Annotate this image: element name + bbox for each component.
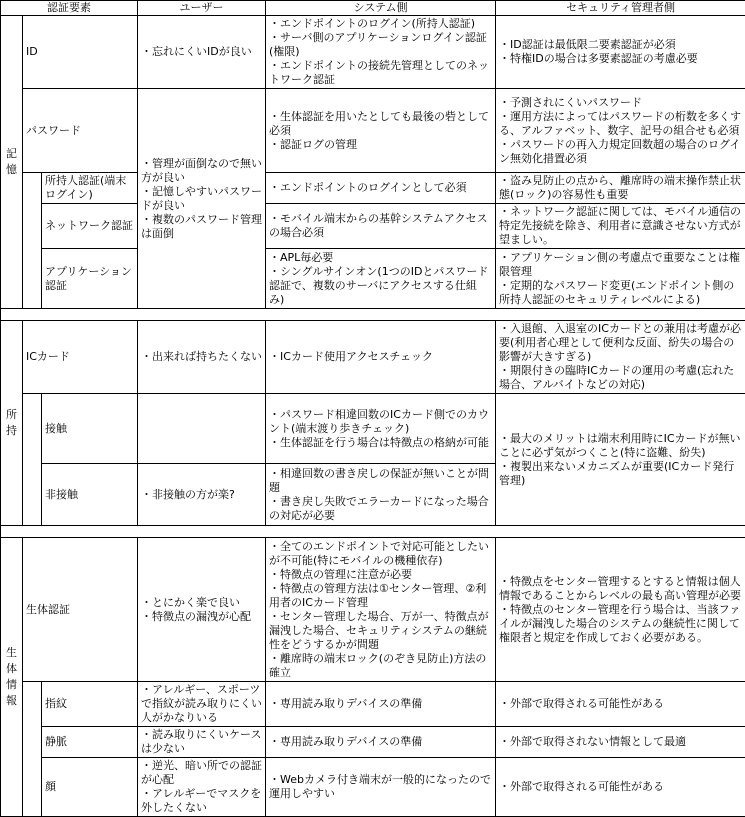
- row-iccard: [1, 321, 745, 394]
- element-fingerprint: 指紋: [42, 682, 138, 727]
- biometric-system: ・全てのエンドポイントで対応可能としたいが不可能(特にモバイルの機種依存) ・特徴点の管理に注意が必要 ・特徴点の管理方法は①センター管理、②利用者のICカード管理 ・センター管理した場合、万が一、特徴点が漏洩した場合、セキュリティシステムの継続性をどうするかが問題 ・離席時の端末ロック(のぞき見防止)方法の確立: [266, 538, 496, 682]
- iccard-user: ・出来れば持ちたくない: [138, 321, 266, 394]
- application-system: ・APL毎必要 ・シングルサインオン(1つのIDとパスワード認証で、複数のサーバにアクセスする仕組み): [266, 249, 496, 309]
- element-application-auth: アプリケーション認証: [42, 249, 138, 309]
- vein-system: ・専用読み取りデバイスの準備: [266, 727, 496, 758]
- owner-system: ・エンドポイントのログインとして必須: [266, 173, 496, 204]
- biometric-indent: [23, 682, 42, 817]
- category-biometric-label: 生体情報: [6, 646, 17, 707]
- element-owner-auth: 所持人認証(端末ログイン): [42, 173, 138, 204]
- element-id: ID: [23, 16, 138, 89]
- biometric-user: ・とにかく楽で良い ・特徴点の漏洩が心配: [138, 538, 266, 682]
- id-user: ・忘れにくいIDが良い: [138, 16, 266, 89]
- header-system: システム側: [266, 1, 496, 16]
- id-system: ・エンドポイントのログイン(所持人認証) ・サーバ側のアプリケーションログイン認証(権限) ・エンドポイントの接続先管理としてのネットワーク認証: [266, 16, 496, 89]
- contactless-system: ・相違回数の書き戻しの保証が無いことが問題 ・書き戻し失敗でエラーカードになった場合の対応が必要: [266, 464, 496, 526]
- row-owner-auth: [1, 173, 745, 204]
- category-biometric: [1, 538, 23, 817]
- section-gap-1: [1, 309, 745, 321]
- possession-indent: [23, 394, 42, 526]
- category-memory: [1, 16, 23, 309]
- contact-security: ・最大のメリットは端末利用時にICカードが無いことに必ず気がつくこと(特に盗難、紛失) ・複製出来ないメカニズムが重要(ICカード発行管理): [496, 394, 745, 526]
- category-possession-label: 所持: [6, 408, 17, 437]
- vein-security: ・外部で取得されない情報として最適: [496, 727, 745, 758]
- header-row: [1, 1, 745, 16]
- face-system: ・Webカメラ付き端末が一般的になったので運用しやすい: [266, 758, 496, 817]
- row-vein: [1, 727, 745, 758]
- row-network-auth: [1, 204, 745, 249]
- category-possession: [1, 321, 23, 526]
- section-gap-2: [1, 526, 745, 538]
- row-fingerprint: [1, 682, 745, 727]
- header-security: セキュリティ管理者側: [496, 1, 745, 16]
- owner-security: ・盗み見防止の点から、離席時の端末操作禁止状態(ロック)の容易性も重要: [496, 173, 745, 204]
- contact-system: ・パスワード相違回数のICカード側でのカウント(端末渡り歩きチェック) ・生体認証を行う場合は特徴点の格納が可能: [266, 394, 496, 464]
- fingerprint-system: ・専用読み取りデバイスの準備: [266, 682, 496, 727]
- application-security: ・アプリケーション側の考慮点で重要なことは権限管理 ・定期的なパスワード変更(エンドポイント側の所持人認証のセキュリティレベルによる): [496, 249, 745, 309]
- network-security: ・ネットワーク認証に関しては、モバイル通信の特定先接続を除き、利用者に意識させない方式が望ましい。: [496, 204, 745, 249]
- element-contact: 接触: [42, 394, 138, 464]
- contactless-user: ・非接触の方が楽?: [138, 464, 266, 526]
- element-biometric: 生体認証: [23, 538, 138, 682]
- row-biometric: [1, 538, 745, 682]
- password-system: ・生体認証を用いたとしても最後の砦として必須 ・認証ログの管理: [266, 89, 496, 173]
- element-vein: 静脈: [42, 727, 138, 758]
- fingerprint-user: ・アレルギー、スポーツで指紋が読み取りにくい人がかなりいる: [138, 682, 266, 727]
- face-user: ・逆光、暗い所での認証が心配 ・アレルギーでマスクを外したくない: [138, 758, 266, 817]
- contact-user: [138, 394, 266, 464]
- element-face: 顔: [42, 758, 138, 817]
- fingerprint-security: ・外部で取得される可能性がある: [496, 682, 745, 727]
- element-password: パスワード: [23, 89, 138, 173]
- header-user: ユーザー: [138, 1, 266, 16]
- row-contact: [1, 394, 745, 464]
- network-system: ・モバイル端末からの基幹システムアクセスの場合必須: [266, 204, 496, 249]
- face-security: ・外部で取得される可能性がある: [496, 758, 745, 817]
- vein-user: ・読み取りにくいケースは少ない: [138, 727, 266, 758]
- element-contactless: 非接触: [42, 464, 138, 526]
- header-element: 認証要素: [1, 1, 138, 16]
- password-user: ・管理が面倒なので無い方が良い ・記憶しやすいパスワードが良い ・複数のパスワード管理は面倒: [138, 89, 266, 309]
- element-iccard: ICカード: [23, 321, 138, 394]
- category-memory-label: 記憶: [6, 147, 17, 176]
- row-application-auth: [1, 249, 745, 309]
- id-security: ・ID認証は最低限二要素認証が必須 ・特権IDの場合は多要素認証の考慮必要: [496, 16, 745, 89]
- password-security: ・予測されにくいパスワード ・運用方法によってはパスワードの桁数を多くする、アルファベット、数字、記号の組合せも必須 ・パスワードの再入力規定回数超の場合のログイン無効化措置必須: [496, 89, 745, 173]
- row-password: [1, 89, 745, 173]
- row-id: [1, 16, 745, 89]
- row-face: [1, 758, 745, 817]
- memory-indent: [23, 173, 42, 309]
- iccard-security: ・入退館、入退室のICカードとの兼用は考慮が必要(利用者心理として便利な反面、紛失の場合の影響が大きすぎる) ・期限付きの臨時ICカードの運用の考慮(忘れた場合、アルバイトなどの対応): [496, 321, 745, 394]
- iccard-system: ・ICカード使用アクセスチェック: [266, 321, 496, 394]
- biometric-security: ・特徴点をセンター管理するとすると情報は個人情報であることからレベルの最も高い管理が必要 ・特徴点のセンター管理を行う場合は、当該ファイルが漏洩した場合のシステムの継続性に関して権限者と規定を作成しておく必要がある。: [496, 538, 745, 682]
- element-network-auth: ネットワーク認証: [42, 204, 138, 249]
